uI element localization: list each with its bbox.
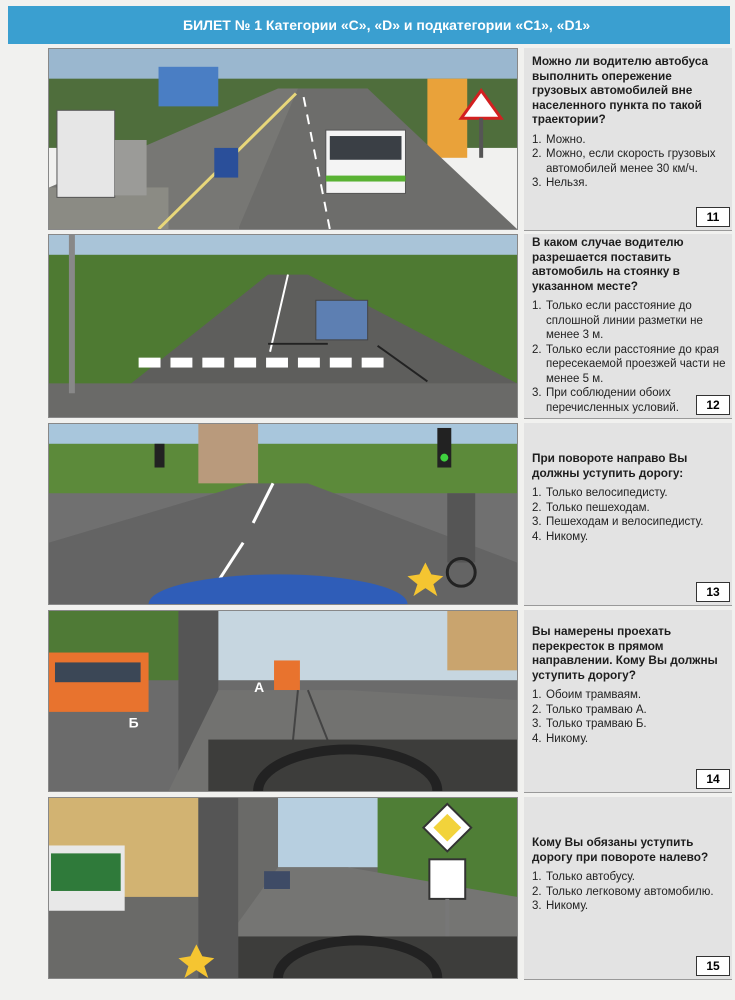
question-15 xyxy=(48,797,732,979)
question-13-prompt: При повороте направо Вы должны уступить дорогу: xyxy=(532,451,688,480)
answer-option[interactable]: 1. Только велосипедисту. xyxy=(532,487,668,499)
question-number: 14 xyxy=(696,769,730,789)
answer-option[interactable]: 3. Пешеходам и велосипедисту. xyxy=(532,516,704,528)
question-12-text-panel xyxy=(524,234,732,419)
question-12-prompt: В каком случае водителю разрешается поставить автомобиль на стоянку в указанном месте? xyxy=(532,235,684,293)
answer-option[interactable]: 1. Обоим трамваям. xyxy=(532,689,642,701)
question-13-illustration xyxy=(48,423,518,605)
tram-label-b: Б xyxy=(128,714,139,731)
highway-overtaking-scene xyxy=(49,49,517,229)
question-14-prompt: Вы намерены проехать перекресток в прямом направлении. Кому Вы должны уступить дорогу? xyxy=(532,624,718,682)
answer-option[interactable]: 4. Никому. xyxy=(532,530,589,543)
answer-option[interactable]: 3. Только трамваю Б. xyxy=(532,718,647,730)
question-13-answers xyxy=(524,486,732,544)
question-number: 11 xyxy=(696,207,730,227)
question-14-illustration xyxy=(48,610,518,792)
answer-option[interactable]: 1. Только если расстояние до сплошной линии разметки не менее 3 м. xyxy=(532,300,703,341)
answer-option[interactable]: 1. Можно. xyxy=(532,133,586,146)
question-12 xyxy=(48,234,732,418)
ticket-title: БИЛЕТ № 1 Категории «С», «D» и подкатегории «С1», «D1» xyxy=(183,17,591,33)
question-number: 12 xyxy=(696,395,730,415)
question-14 xyxy=(48,610,732,792)
question-11-illustration xyxy=(48,48,518,230)
ticket-header xyxy=(8,6,730,44)
answer-option[interactable]: 2. Только если расстояние до края пересекаемой проезжей части не менее 5 м. xyxy=(532,343,726,385)
question-13 xyxy=(48,423,732,605)
question-11-answers xyxy=(524,133,732,191)
right-turn-intersection-scene xyxy=(49,424,517,604)
question-14-text-panel xyxy=(524,610,732,793)
tram-intersection-scene xyxy=(49,611,517,791)
question-15-text-panel xyxy=(524,797,732,980)
question-13-text-panel xyxy=(524,423,732,606)
answer-option[interactable]: 2. Можно, если скорость грузовых автомобилей менее 30 км/ч. xyxy=(532,148,716,175)
answer-option[interactable]: 1. Только автобусу. xyxy=(532,871,636,883)
left-turn-intersection-scene xyxy=(49,798,517,978)
answer-option[interactable]: 2. Только пешеходам. xyxy=(532,501,650,514)
answer-option[interactable]: 3. Никому. xyxy=(532,900,589,912)
answer-option[interactable]: 4. Никому. xyxy=(532,732,589,745)
answer-option[interactable]: 2. Только легковому автомобилю. xyxy=(532,885,714,898)
question-11 xyxy=(48,48,732,230)
answer-option[interactable]: 3. При соблюдении обоих перечисленных условий. xyxy=(532,387,679,414)
question-11-text-panel xyxy=(524,48,732,231)
tram-label-a: А xyxy=(254,679,265,696)
question-number: 15 xyxy=(696,956,730,976)
question-number: 13 xyxy=(696,582,730,602)
answer-option[interactable]: 3. Нельзя. xyxy=(532,177,588,189)
answer-option[interactable]: 2. Только трамваю А. xyxy=(532,703,647,716)
question-11-prompt: Можно ли водителю автобуса выполнить опережение грузовых автомобилей вне населенного пункта по такой траектории? xyxy=(532,54,709,126)
question-15-prompt: Кому Вы обязаны уступить дорогу при повороте налево? xyxy=(532,835,709,864)
question-15-answers xyxy=(524,870,732,914)
question-15-illustration xyxy=(48,797,518,979)
question-14-answers xyxy=(524,688,732,746)
parking-crossing-scene xyxy=(49,235,517,417)
question-12-illustration xyxy=(48,234,518,418)
